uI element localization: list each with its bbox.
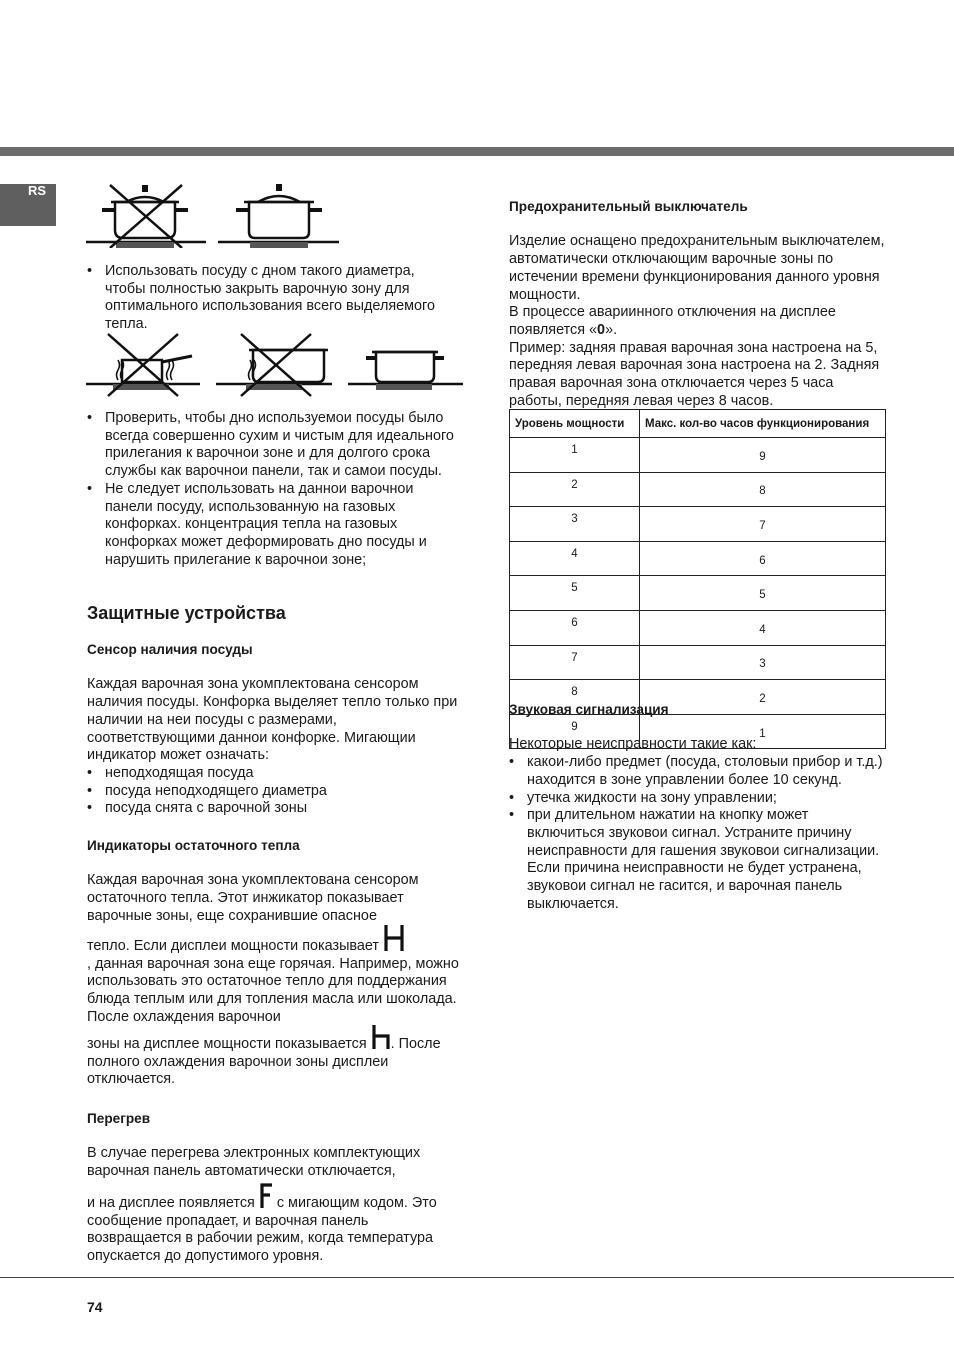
small-pan-wrong-icon	[86, 334, 200, 396]
left-bullet-1	[87, 263, 459, 334]
pot-diameter-illustration	[86, 180, 342, 248]
overheat-section	[87, 1110, 459, 1181]
table-row: 7 3	[510, 645, 886, 680]
list-item: • при длительном нажатии на кнопку может включиться звуковои сигнал. Устраните причину неисправности для гашения звуковои сигнализации. Если причина неисправности не будет устранена, звуковои сигнал не гасится, и варочная панель выключается.	[509, 807, 889, 913]
safety-text-2: В процессе авариинного отключения на дисплее появляется «0».	[509, 304, 836, 338]
list-item: • неподходящая посуда	[87, 765, 459, 783]
residual-text-2: тепло. Если дисплеи мощности показывает , данная варочная зона еще горячая. Например, можно использовать это остаточное тепло для поддержания блюда теплым или для топления масла или шоколада. После охлаждения варочнои	[87, 924, 459, 1027]
table-row: 8 2	[510, 680, 886, 715]
list-item: • Использовать посуду с дном такого диаметра, чтобы полностью закрыть варочную зону для оптимального использования всего выделяемого тепла.	[87, 263, 459, 334]
safety-section	[509, 198, 889, 410]
overheat-text-2: и на дисплее появляется с мигающим кодом. Это сообщение пропадает, и варочная панель возвращается в рабочии режим, когда температура опускается до допустимого уровня.	[87, 1183, 459, 1266]
sound-intro: Некоторые неисправности такие как:	[509, 736, 757, 753]
language-tab: RS	[0, 184, 56, 226]
pot-too-small-wrong-icon	[86, 185, 206, 248]
header-bar	[0, 147, 954, 156]
warped-pot-wrong-icon	[216, 334, 332, 396]
table-row: 3 7	[510, 507, 886, 542]
footer-rule	[0, 1277, 954, 1278]
sensor-section	[87, 641, 459, 818]
list-item: • Не следует использовать на даннои варочнои панели посуду, использованную на газовых конфорках. концентрация тепла на газовых конфорках может деформировать дно посуды и нарушить прилегание к варочнои зоне;	[87, 481, 459, 570]
residual-title: Индикаторы остаточного тепла	[87, 838, 300, 853]
safety-code: 0	[597, 321, 606, 338]
page-number: 74	[87, 1299, 103, 1315]
list-item: • посуда неподходящего диаметра	[87, 783, 459, 801]
section-title: Защитные устройства	[87, 603, 286, 623]
table-header-hours: Макс. кол-во часов функционирования	[640, 410, 886, 438]
overheat-text-1: В случае перегрева электронных комплектующих варочная панель автоматически отключается,	[87, 1145, 421, 1180]
sound-title: Звуковая сигнализация	[509, 702, 669, 717]
table-row: 9 1	[510, 714, 886, 749]
pot-bottom-illustration	[86, 332, 464, 398]
list-item: • какои-либо предмет (посуда, столовыи прибор и т.д.) находится в зоне управлении более 10 секунд.	[509, 754, 889, 789]
power-hours-table	[509, 409, 886, 749]
pot-correct-size-icon	[218, 184, 339, 248]
table-header-level: Уровень мощности	[510, 410, 640, 438]
left-bullets-2	[87, 410, 459, 569]
table-row: 2 8	[510, 472, 886, 507]
list-item: • Проверить, чтобы дно используемои посуды было всегда совершенно сухим и чистым для идеального прилегания к варочнои зоне и для долгого срока службы как варочнои панели, так и самои посуды.	[87, 410, 459, 481]
residual-text-1: Каждая варочная зона укомплектована сенсором остаточного тепла. Этот инжикатор показывает варочные зоны, еще сохранившие опасное	[87, 872, 419, 924]
flat-pot-correct-icon	[348, 352, 463, 390]
display-F-icon	[259, 1183, 273, 1209]
table-row: 1 9	[510, 438, 886, 473]
residual-section	[87, 837, 459, 926]
table-row: 5 5	[510, 576, 886, 611]
safety-text-1: Изделие оснащено предохранительным выключателем, автоматически отключающим варочные зоны по истечении времени функционирования данного уровня мощности.	[509, 233, 885, 303]
table-header-row	[510, 410, 886, 438]
list-item: • утечка жидкости на зону управлении;	[509, 790, 889, 808]
display-h-icon	[371, 1024, 391, 1050]
residual-text-3: зоны на дисплее мощности показывается . После полного охлаждения варочнои зоны дисплеи отключается.	[87, 1024, 459, 1089]
sensor-title: Сенсор наличия посуды	[87, 642, 253, 657]
table-row: 4 6	[510, 541, 886, 576]
display-H-icon	[383, 924, 405, 952]
safety-title: Предохранительный выключатель	[509, 199, 748, 214]
table-row: 6 4	[510, 610, 886, 645]
overheat-title: Перегрев	[87, 1111, 151, 1126]
safety-text-3: Пример: задняя правая варочная зона настроена на 5, передняя левая варочная зона настроена на 2. Задняя правая варочная зона отключается через 5 часа работы, передняя левая через 8 часов.	[509, 339, 880, 409]
list-item: • посуда снята с варочной зоны	[87, 800, 459, 818]
sound-section	[509, 701, 889, 913]
sensor-text: Каждая варочная зона укомплектована сенсором наличия посуды. Конфорка выделяет тепло только при наличии на неи посуды с размерами, соответствующими даннои конфорке. Мигающии индикатор может означать:	[87, 676, 458, 764]
